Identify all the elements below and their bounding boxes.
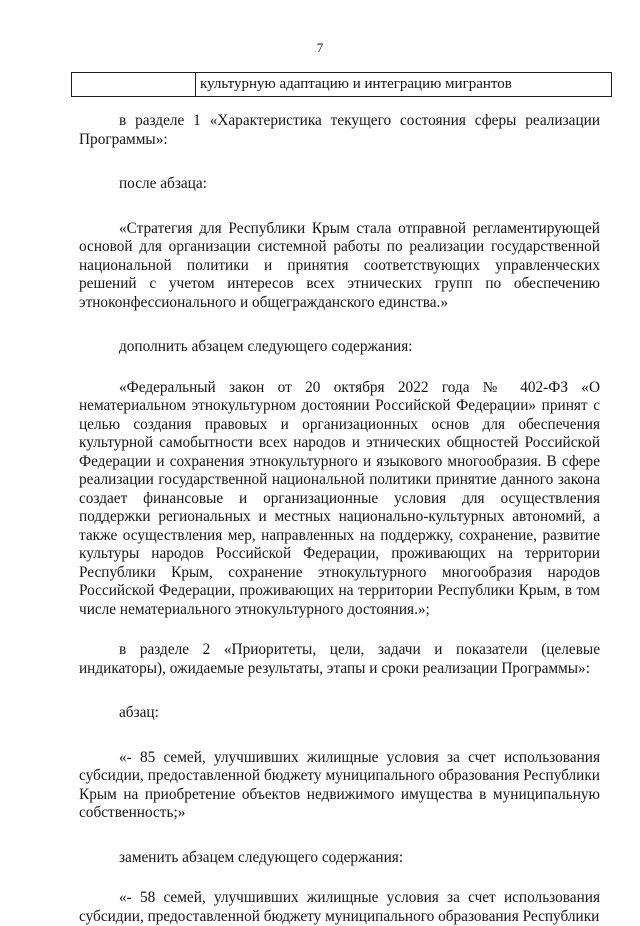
paragraph-section1-intro: в разделе 1 «Характеристика текущего состояния сферы реализации Программы»: [79, 112, 600, 148]
table-cell-right: культурную адаптацию и интеграцию мигрантов [196, 73, 612, 97]
paragraph-after-paragraph: после абзаца: [119, 175, 207, 192]
paragraph-section2-intro: в разделе 2 «Приоритеты, цели, задачи и показатели (целевые индикаторы), ожидаемые результаты, этапы и сроки реализации Программы»: [79, 641, 600, 677]
document-body [79, 112, 600, 926]
paragraph-58-families-quote: «- 58 семей, улучшивших жилищные условия за счет использования субсидии, предоставленной бюджету муниципального образования Республики [79, 889, 600, 925]
paragraph-federal-law-quote: «Федеральный закон от 20 октября 2022 года № 402-ФЗ «О нематериальном этнокультурном достоянии Российской Федерации» принят с целью создания правовых и организационных основ для обеспечения культурной самобытности всех народов и этнических общностей Российской Федерации и сохранения этнокультурного и языкового многообразия. В сфере реализации государственной национальной политики принятие данного закона создает финансовые и организационные условия для осуществления поддержки региональных и местных национально-культурных автономий, а также осуществления мер, направленных на поддержку, сохранение, развитие культуры народов Российской Федерации, проживающих на территории Республики Крым, сохранение этнокультурного многообразия народов Российской Федерации, проживающих на территории Республики Крым, в том числе нематериального этнокультурного достояния.»; [79, 378, 600, 618]
paragraph-85-families-quote: «- 85 семей, улучшивших жилищные условия за счет использования субсидии, предоставленной бюджету муниципального образования Республики Крым на приобретение объектов недвижимого имущества в муниципальную собственность;» [79, 748, 600, 821]
paragraph-supplement-intro: дополнить абзацем следующего содержания: [119, 338, 413, 355]
continuation-table [71, 72, 612, 97]
paragraph-abzac: абзац: [119, 704, 159, 721]
paragraph-replace-intro: заменить абзацем следующего содержания: [119, 848, 404, 866]
table-row [72, 73, 612, 97]
paragraph-strategy-quote: «Стратегия для Республики Крым стала отправной регламентирующей основой для организации системной работы по реализации государственной национальной политики и принятия соответствующих управленческих решений с учетом интересов всех этнических групп по обеспечению этноконфессионального и общегражданского единства.» [79, 219, 600, 311]
table-cell-left [72, 73, 196, 97]
page-number: 7 [316, 40, 324, 55]
